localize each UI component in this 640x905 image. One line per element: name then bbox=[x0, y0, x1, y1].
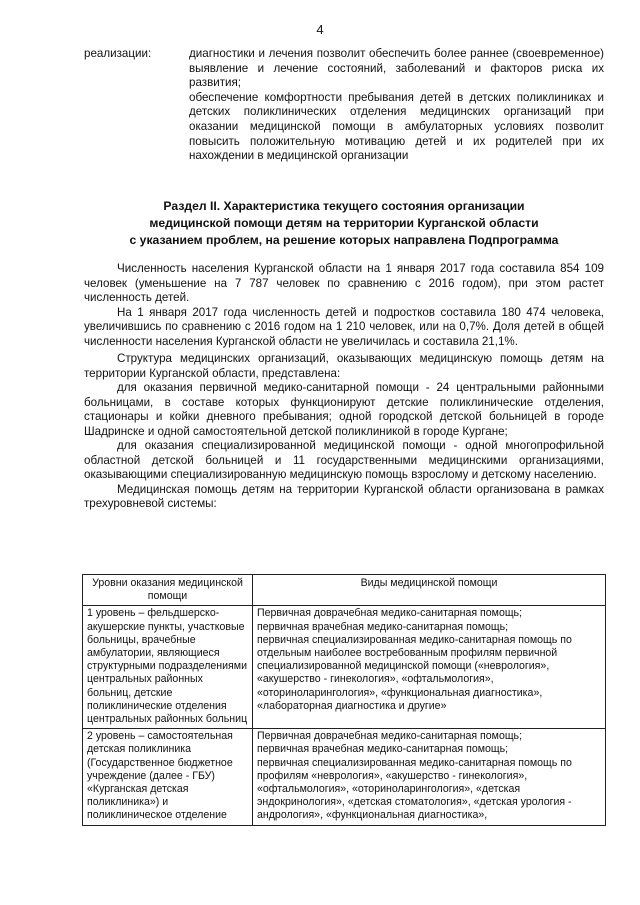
table-header-row bbox=[83, 575, 606, 606]
care-type: первичная врачебная медико-санитарная помощь; bbox=[257, 743, 509, 756]
implementation-paragraph: диагностики и лечения позволит обеспечить более раннее (своевременное) выявление и лечение состояний, заболеваний и факторов риска их развития; bbox=[189, 47, 604, 90]
level-cell: 2 уровень – самостоятельная детская поликлиника (Государственное бюджетное учреждение (далее - ГБУ) «Курганская детская поликлиника») и поликлиническое отделение bbox=[83, 729, 253, 825]
care-levels-table bbox=[82, 574, 606, 826]
section-heading-line: Раздел II. Характеристика текущего состояния организации bbox=[163, 199, 525, 213]
implementation-label: реализации: bbox=[84, 47, 152, 60]
section-heading-line: с указанием проблем, на решение которых направлена Подпрограмма bbox=[129, 233, 559, 247]
table-header-levels: Уровни оказания медицинской помощи bbox=[83, 575, 253, 606]
implementation-block bbox=[84, 47, 604, 164]
body-paragraph: Структура медицинских организаций, оказывающих медицинскую помощь детям на территории Курганской области, представлена: bbox=[84, 352, 604, 380]
types-cell bbox=[253, 606, 606, 729]
care-type: первичная специализированная медико-санитарная помощь по профилям «неврология», «акушерство - гинекология», «офтальмология», «оториноларингология», «детская эндокринология», «детская стоматология», «детская урология - андрология», «функциональная диагностика», bbox=[257, 756, 572, 822]
level-cell: 1 уровень – фельдшерско-акушерские пункты, участковые больницы, врачебные амбулатории, являющиеся структурными подразделениями центральных районных больниц, детские поликлинические отделения центральных районных больниц bbox=[83, 606, 253, 729]
table-row bbox=[83, 606, 606, 729]
care-type: Первичная доврачебная медико-санитарная помощь; bbox=[257, 730, 523, 743]
table-row bbox=[83, 729, 606, 825]
body-paragraph: для оказания первичной медико-санитарной помощи - 24 центральными районными больницами, в составе которых функционируют детские поликлинические отделения, стационары и койки дневного пребывания; одной городской детской больницей в городе Шадринске и одной самостоятельной детской поликлиникой в городе Кургане; bbox=[84, 381, 604, 438]
section-heading-line: медицинской помощи детям на территории Курганской области bbox=[149, 216, 539, 230]
table-header-types: Виды медицинской помощи bbox=[253, 575, 606, 606]
section-body bbox=[84, 262, 604, 512]
body-paragraph: для оказания специализированной медицинской помощи - одной многопрофильной областной детской больницей и 11 государственными медицинскими организациями, оказывающими специализированную медицинскую помощь взрослому и детскому населению. bbox=[84, 439, 604, 481]
page-number: 4 bbox=[316, 22, 324, 37]
body-paragraph: Медицинская помощь детям на территории Курганской области организована в рамках трехуровневой системы: bbox=[84, 482, 604, 510]
care-type: первичная врачебная медико-санитарная помощь; bbox=[257, 620, 509, 633]
body-paragraph: Численность населения Курганской области на 1 января 2017 года составила 854 109 человек (уменьшение на 7 787 человек по сравнению с 2016 годом), при этом растет численность детей. bbox=[84, 262, 604, 304]
section-heading bbox=[84, 198, 604, 249]
implementation-text bbox=[189, 47, 604, 164]
body-paragraph: На 1 января 2017 года численность детей и подростков составила 180 474 человека, увеличившись по сравнению с 2016 годом на 1 210 человек, или на 0,7%. Доля детей в общей численности населения Курганской области не увеличилась и составила 21,1%. bbox=[84, 305, 604, 348]
care-type: Первичная доврачебная медико-санитарная помощь; bbox=[257, 607, 523, 620]
implementation-paragraph: обеспечение комфортности пребывания детей в детских поликлиниках и детских поликлинических отделения медицинских организаций при оказании медицинской помощи в амбулаторных условиях позволит повысить положительную мотивацию детей и их родителей при их нахождении в медицинской организации bbox=[189, 90, 604, 163]
care-type: первичная специализированная медико-санитарная помощь по отдельным наиболее востребованным профилям первичной специализированной медицинской помощи («неврология», «акушерство - гинекология», «офтальмология», «оториноларингология», «функциональная диагностика», «лабораторная диагностика и другие» bbox=[257, 633, 572, 712]
types-cell bbox=[253, 729, 606, 825]
